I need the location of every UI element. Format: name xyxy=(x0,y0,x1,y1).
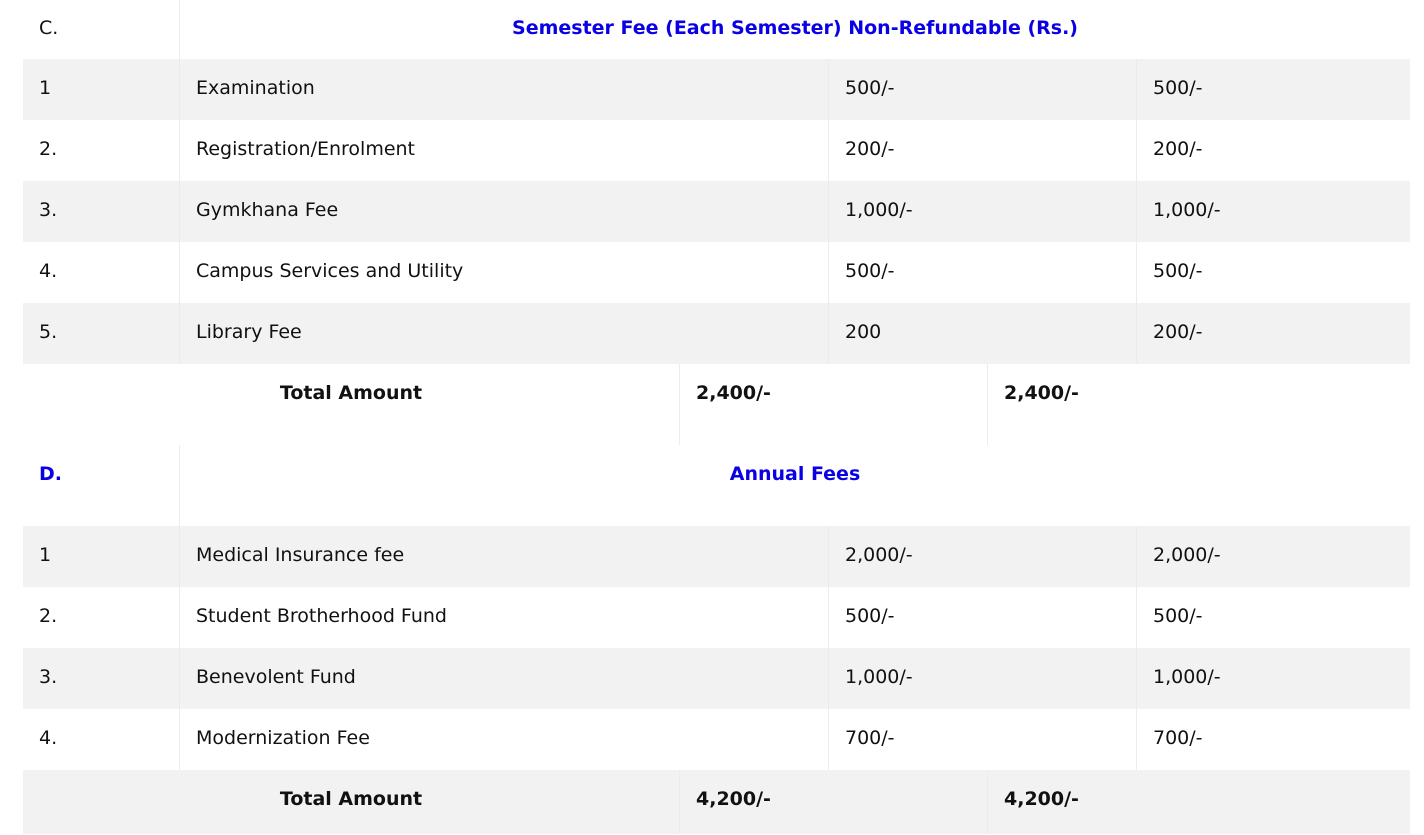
fee-item-name: Library Fee xyxy=(179,303,828,364)
fee-item-name: Benevolent Fund xyxy=(179,648,828,709)
table-row xyxy=(23,709,1410,770)
section-c-title: Semester Fee (Each Semester) Non-Refundable (Rs.) xyxy=(179,0,1410,59)
section-d-total-row xyxy=(23,770,1410,834)
fee-item-name: Examination xyxy=(179,59,828,120)
table-row xyxy=(23,242,1410,303)
fee-table xyxy=(23,0,1410,834)
fee-amount-b: 200/- xyxy=(1136,120,1410,181)
fee-amount-a: 2,000/- xyxy=(828,526,1136,587)
fee-amount-a: 200/- xyxy=(828,120,1136,181)
table-row xyxy=(23,648,1410,709)
section-d-title: Annual Fees xyxy=(179,445,1410,526)
fee-amount-b: 500/- xyxy=(1136,242,1410,303)
fee-item-name: Student Brotherhood Fund xyxy=(179,587,828,648)
row-number: 4. xyxy=(39,727,58,749)
row-number: 2. xyxy=(39,138,58,160)
row-number: 1 xyxy=(39,544,52,566)
fee-amount-a: 1,000/- xyxy=(828,648,1136,709)
fee-item-name: Registration/Enrolment xyxy=(179,120,828,181)
fee-item-name: Medical Insurance fee xyxy=(179,526,828,587)
row-number: 5. xyxy=(39,321,58,343)
fee-amount-a: 500/- xyxy=(828,587,1136,648)
total-label: Total Amount xyxy=(279,788,423,810)
table-row xyxy=(23,120,1410,181)
section-c-letter: C. xyxy=(39,17,59,39)
fee-amount-a: 200 xyxy=(828,303,1136,364)
section-d-letter: D. xyxy=(39,463,62,485)
total-amount-a: 4,200/- xyxy=(679,770,987,834)
row-number: 4. xyxy=(39,260,58,282)
row-number: 1 xyxy=(39,77,52,99)
row-number: 3. xyxy=(39,666,58,688)
total-label: Total Amount xyxy=(279,382,423,404)
row-number: 2. xyxy=(39,605,58,627)
section-d-header-row xyxy=(23,445,1410,526)
table-row xyxy=(23,587,1410,648)
fee-item-name: Campus Services and Utility xyxy=(179,242,828,303)
fee-amount-b: 1,000/- xyxy=(1136,181,1410,242)
total-amount-b: 2,400/- xyxy=(987,364,1261,445)
fee-amount-a: 1,000/- xyxy=(828,181,1136,242)
fee-item-name: Modernization Fee xyxy=(179,709,828,770)
fee-amount-b: 500/- xyxy=(1136,59,1410,120)
fee-amount-b: 2,000/- xyxy=(1136,526,1410,587)
fee-amount-b: 1,000/- xyxy=(1136,648,1410,709)
fee-amount-b: 200/- xyxy=(1136,303,1410,364)
fee-item-name: Gymkhana Fee xyxy=(179,181,828,242)
fee-amount-a: 700/- xyxy=(828,709,1136,770)
table-row xyxy=(23,59,1410,120)
table-row xyxy=(23,303,1410,364)
total-amount-b: 4,200/- xyxy=(987,770,1261,834)
fee-amount-a: 500/- xyxy=(828,242,1136,303)
section-c-header-row xyxy=(23,0,1410,59)
table-row xyxy=(23,181,1410,242)
table-row xyxy=(23,526,1410,587)
fee-amount-b: 700/- xyxy=(1136,709,1410,770)
fee-amount-a: 500/- xyxy=(828,59,1136,120)
total-amount-a: 2,400/- xyxy=(679,364,987,445)
row-number: 3. xyxy=(39,199,58,221)
fee-amount-b: 500/- xyxy=(1136,587,1410,648)
section-c-total-row xyxy=(23,364,1410,445)
